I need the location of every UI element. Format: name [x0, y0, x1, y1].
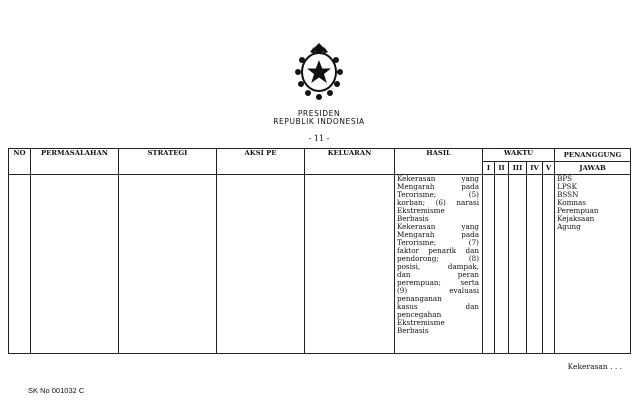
hasil-line: faktor penarik dan — [397, 246, 479, 255]
hasil-line: Mengarah pada — [397, 182, 479, 191]
responsible-item: BPS — [557, 174, 573, 183]
hasil-line: Ekstremisme — [397, 318, 445, 327]
continuation-text: Kekerasan . . . — [567, 362, 622, 371]
waktu-col-1: I — [483, 162, 495, 175]
cell-aksi — [217, 175, 305, 354]
column-header-waktu: WAKTU — [483, 149, 555, 162]
column-header-hasil: HASIL — [395, 149, 483, 175]
hasil-line: pendorong; (8) — [397, 254, 479, 263]
hasil-line: (9) evaluasi — [397, 286, 479, 295]
cell-hasil — [395, 175, 483, 354]
cell-waktu-5 — [543, 175, 555, 354]
waktu-col-5: V — [543, 162, 555, 175]
hasil-line: Terorisme; (7) — [397, 238, 479, 247]
cell-waktu-2 — [495, 175, 509, 354]
cell-waktu-3 — [509, 175, 527, 354]
hasil-line: Berbasis — [397, 326, 429, 335]
responsible-item: BSSN — [557, 190, 579, 199]
page-number: - 11 - — [308, 134, 330, 143]
column-header-penanggung: PENANGGUNG — [555, 149, 631, 162]
cell-waktu-4 — [527, 175, 543, 354]
hasil-line: Ekstremisme — [397, 206, 445, 215]
hasil-line: dan peran — [397, 270, 479, 279]
hasil-line: korban; (6) narasi — [397, 198, 479, 207]
hasil-line: pencegahan — [397, 310, 442, 319]
hasil-line: Kekerasan yang — [397, 222, 479, 231]
responsible-item: Perempuan — [557, 206, 599, 215]
header-title: PRESIDEN — [297, 109, 341, 118]
responsible-item: LPSK — [557, 182, 577, 191]
hasil-line: Terorisme; (5) — [397, 190, 479, 199]
cell-penanggung-jawab — [555, 175, 631, 354]
cell-keluaran — [305, 175, 395, 354]
cell-strategi — [119, 175, 217, 354]
column-header-no: NO — [9, 149, 31, 175]
hasil-line: Kekerasan yang — [397, 174, 479, 183]
cell-no — [9, 175, 31, 354]
column-header-strategi: STRATEGI — [119, 149, 217, 175]
column-header-aksi: AKSI PE — [217, 149, 305, 175]
column-header-jawab: JAWAB — [555, 162, 631, 175]
hasil-line: penanganan — [397, 294, 442, 303]
column-header-keluaran: KELUARAN — [305, 149, 395, 175]
responsible-item: Agung — [557, 222, 581, 231]
cell-waktu-1 — [483, 175, 495, 354]
hasil-line: Berbasis — [397, 214, 429, 223]
hasil-line: perempuan; serta — [397, 278, 479, 287]
column-header-permasalahan: PERMASALAHAN — [31, 149, 119, 175]
header-subtitle: REPUBLIK INDONESIA — [273, 117, 365, 126]
hasil-line: kasus dan — [397, 302, 479, 311]
document-code: SK No 001032 C — [28, 386, 85, 395]
waktu-col-4: IV — [527, 162, 543, 175]
hasil-line: posisi, dampak, — [397, 262, 479, 271]
cell-permasalahan — [31, 175, 119, 354]
waktu-col-2: II — [495, 162, 509, 175]
hasil-line: Mengarah pada — [397, 230, 479, 239]
responsible-item: Kejaksaan — [557, 214, 595, 223]
waktu-col-3: III — [509, 162, 527, 175]
garuda-emblem-icon — [290, 40, 348, 104]
program-table — [8, 148, 631, 354]
responsible-item: Komnas — [557, 198, 586, 207]
